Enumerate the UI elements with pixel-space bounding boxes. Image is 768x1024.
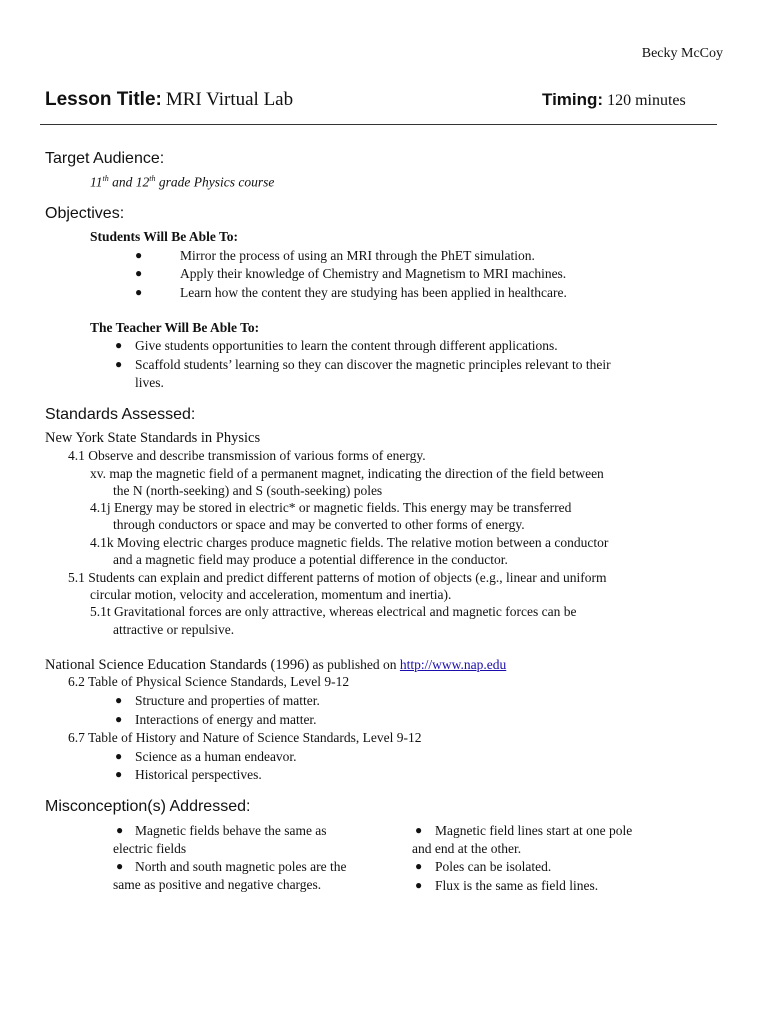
bullet-icon: ●: [415, 859, 423, 873]
bullet-icon: ●: [115, 767, 123, 781]
author-name: Becky McCoy: [641, 46, 723, 61]
audience-heading: Target Audience:: [45, 150, 165, 167]
bullet-icon: ●: [415, 878, 423, 892]
teacher-objective: Scaffold students’ learning so they can discover the magnetic principles relevant to their: [135, 357, 611, 372]
misconception: Flux is the same as field lines.: [435, 878, 599, 893]
bullet-icon: ●: [115, 357, 123, 371]
standard-line: 5.1 Students can explain and predict different patterns of motion of objects (e.g., linear and uniform: [68, 570, 607, 585]
nses-title: National Science Education Standards (1996): [45, 657, 310, 673]
audience-grade-b: 12: [135, 174, 150, 190]
standard-line: xv. map the magnetic field of a permanent magnet, indicating the direction of the field between: [90, 466, 604, 481]
nys-standards-title: New York State Standards in Physics: [45, 430, 261, 446]
bullet-icon: ●: [115, 693, 123, 707]
teacher-label: The Teacher Will Be Able To:: [90, 320, 260, 335]
bullet-icon: ●: [115, 749, 123, 763]
bullet-icon: ●: [116, 823, 124, 837]
audience-sup-a: th: [102, 174, 109, 183]
misconception: Magnetic field lines start at one pole: [435, 823, 633, 838]
student-objective: Learn how the content they are studying has been applied in healthcare.: [180, 285, 567, 300]
standard-line: 4.1k Moving electric charges produce magnetic fields. The relative motion between a conductor: [90, 535, 609, 550]
teacher-objective-continued: lives.: [135, 375, 164, 390]
misconception: Magnetic fields behave the same as: [135, 823, 327, 838]
standard-line: circular motion, velocity and acceleration, momentum and inertia).: [90, 587, 452, 602]
student-objective: Apply their knowledge of Chemistry and Magnetism to MRI machines.: [180, 266, 567, 281]
timing-label: Timing:: [542, 90, 604, 109]
misconception: North and south magnetic poles are the: [135, 859, 347, 874]
teacher-objective: Give students opportunities to learn the content through different applications.: [135, 338, 558, 353]
audience-and: and: [108, 174, 136, 190]
standard-line: and a magnetic field may produce a potential difference in the conductor.: [113, 552, 508, 567]
misconception: electric fields: [113, 841, 187, 856]
standard-line: 4.1 Observe and describe transmission of various forms of energy.: [68, 448, 426, 463]
standard-line: 4.1j Energy may be stored in electric* or magnetic fields. This energy may be transferred: [90, 500, 572, 515]
title-divider: [40, 124, 717, 125]
standard-bullet: Science as a human endeavor.: [135, 749, 297, 764]
nses-published: as published on: [309, 657, 400, 672]
bullet-icon: ●: [116, 859, 124, 873]
lesson-title: [45, 89, 293, 111]
standard-bullet: Structure and properties of matter.: [135, 693, 320, 708]
audience-text: [90, 174, 274, 191]
misconceptions-heading: Misconception(s) Addressed:: [45, 798, 251, 815]
standard-bullet: Interactions of energy and matter.: [135, 712, 317, 727]
standard-line: attractive or repulsive.: [113, 622, 235, 637]
audience-rest: grade Physics course: [155, 174, 275, 190]
audience-grade-a: 11: [90, 174, 103, 190]
bullet-icon: ●: [135, 285, 143, 299]
misconception: Poles can be isolated.: [435, 859, 552, 874]
lesson-timing: [542, 90, 686, 110]
misconception: same as positive and negative charges.: [113, 877, 322, 892]
misconception: and end at the other.: [412, 841, 522, 856]
standard-line: 6.2 Table of Physical Science Standards, Level 9-12: [68, 674, 350, 689]
lesson-title-value: MRI Virtual Lab: [165, 89, 294, 110]
standard-line: through conductors or space and may be converted to other forms of energy.: [113, 517, 525, 532]
nap-link[interactable]: http://www.nap.edu: [399, 657, 507, 672]
bullet-icon: ●: [115, 712, 123, 726]
standard-line: 6.7 Table of History and Nature of Science Standards, Level 9-12: [68, 730, 422, 745]
students-label: Students Will Be Able To:: [90, 229, 239, 244]
bullet-icon: ●: [115, 338, 123, 352]
audience-sup-b: th: [149, 174, 156, 183]
student-objective: Mirror the process of using an MRI through the PhET simulation.: [180, 248, 535, 263]
bullet-icon: ●: [135, 248, 143, 262]
standards-heading: Standards Assessed:: [45, 406, 196, 423]
lesson-title-label: Lesson Title:: [45, 89, 162, 110]
timing-value: 120 minutes: [607, 92, 686, 109]
objectives-heading: Objectives:: [45, 205, 125, 222]
standard-line: 5.1t Gravitational forces are only attractive, whereas electrical and magnetic forces can be: [90, 604, 577, 619]
nses-title-line: [45, 656, 506, 674]
bullet-icon: ●: [415, 823, 423, 837]
standard-bullet: Historical perspectives.: [135, 767, 262, 782]
standard-line: the N (north-seeking) and S (south-seeking) poles: [113, 483, 383, 498]
bullet-icon: ●: [135, 266, 143, 280]
